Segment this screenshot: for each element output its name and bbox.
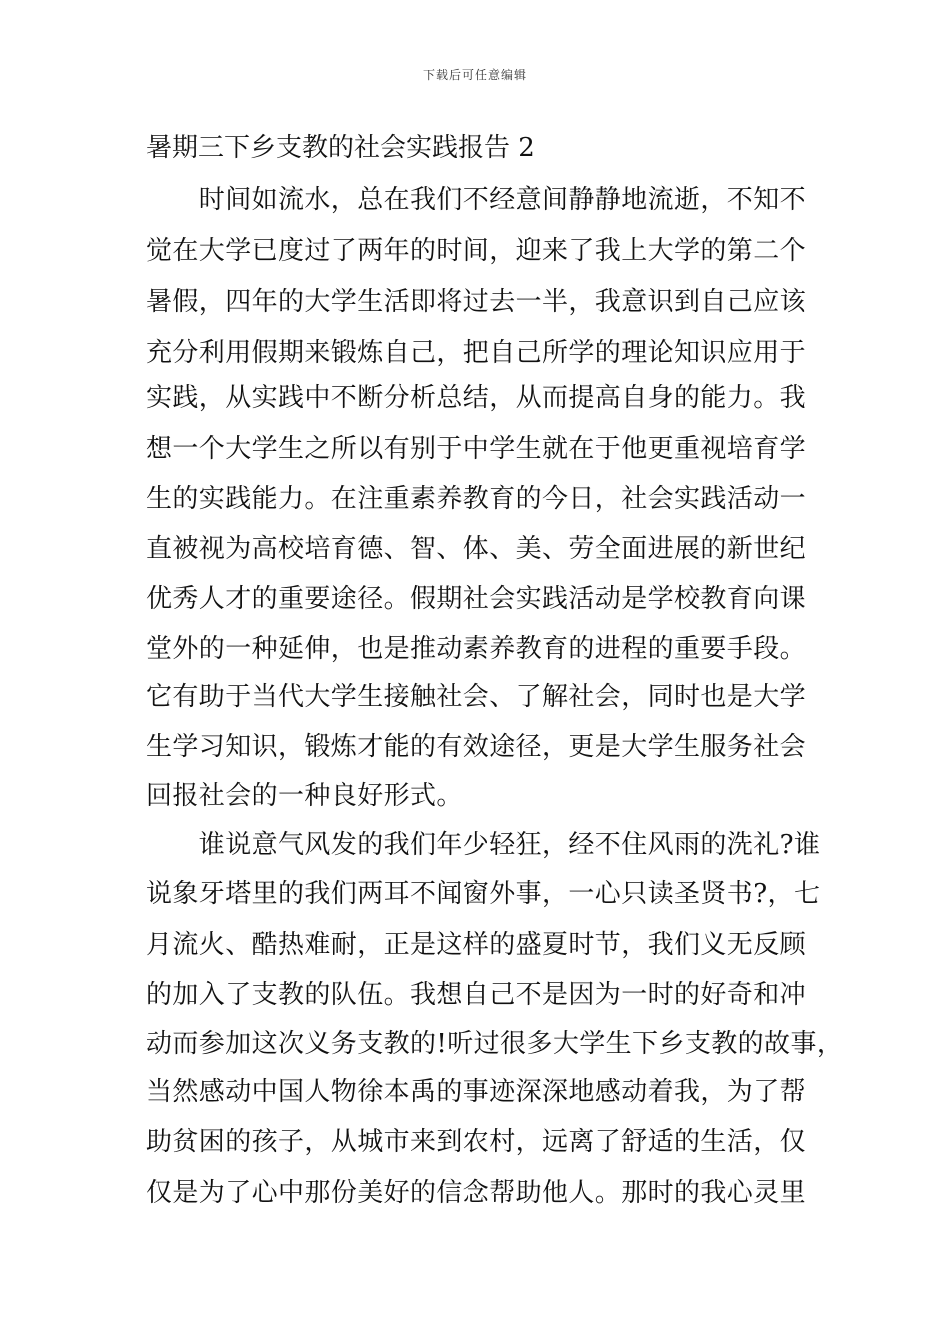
paragraph-1-line: 实践，从实践中不断分析总结，从而提高自身的能力。我 (146, 383, 807, 413)
header-note: 下载后可任意编辑 (422, 68, 527, 82)
paragraph-2-line: 谁说意气风发的我们年少轻狂，经不住风雨的洗礼?谁 (146, 830, 821, 860)
paragraph-2-line: 说象牙塔里的我们两耳不闻窗外事，一心只读圣贤书?，七 (146, 879, 821, 909)
paragraph-1-line: 觉在大学已度过了两年的时间，迎来了我上大学的第二个 (146, 236, 807, 266)
paragraph-1-line: 想一个大学生之所以有别于中学生就在于他更重视培育学 (146, 434, 807, 464)
paragraph-1-line: 直被视为高校培育德、智、体、美、劳全面进展的新世纪 (146, 534, 807, 564)
paragraph-2-line: 当然感动中国人物徐本禹的事迹深深地感动着我，为了帮 (146, 1077, 807, 1107)
page-title: 暑期三下乡支教的社会实践报告 2 (146, 133, 535, 163)
paragraph-1-line: 优秀人才的重要途径。假期社会实践活动是学校教育向课 (146, 584, 807, 614)
paragraph-1-line: 它有助于当代大学生接触社会、了解社会，同时也是大学 (146, 682, 807, 712)
paragraph-1-line: 生学习知识，锻炼才能的有效途径，更是大学生服务社会 (146, 732, 807, 762)
paragraph-1-line: 堂外的一种延伸，也是推动素养教育的进程的重要手段。 (146, 634, 807, 664)
paragraph-2-line: 的加入了支教的队伍。我想自己不是因为一时的好奇和冲 (146, 980, 807, 1010)
paragraph-1-line: 时间如流水，总在我们不经意间静静地流逝，不知不 (146, 185, 807, 215)
paragraph-1-line: 充分利用假期来锻炼自己，把自己所学的理论知识应用于 (146, 338, 807, 368)
paragraph-2-line: 动而参加这次义务支教的!听过很多大学生下乡支教的故事， (146, 1029, 844, 1059)
paragraph-2-line: 仅是为了心中那份美好的信念帮助他人。那时的我心灵里 (146, 1178, 807, 1208)
paragraph-1-line: 回报社会的一种良好形式。 (146, 781, 463, 811)
paragraph-2-line: 月流火、酷热难耐，正是这样的盛夏时节，我们义无反顾 (146, 930, 807, 960)
paragraph-1-line: 暑假，四年的大学生活即将过去一半，我意识到自己应该 (146, 287, 807, 317)
paragraph-1-line: 生的实践能力。在注重素养教育的今日，社会实践活动一 (146, 484, 807, 514)
paragraph-2-line: 助贫困的孩子，从城市来到农村，远离了舒适的生活，仅 (146, 1127, 807, 1157)
